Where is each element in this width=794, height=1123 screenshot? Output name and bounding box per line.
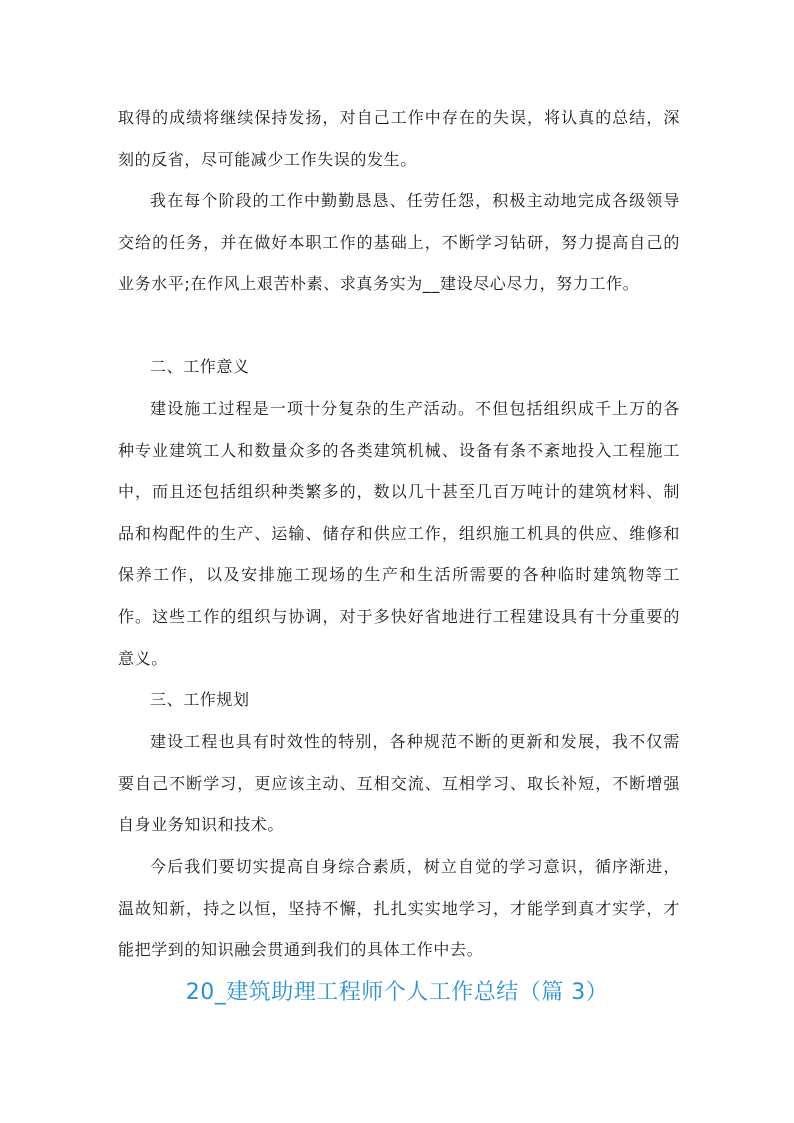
paragraph-continued-summary: 取得的成绩将继续保持发扬，对自己工作中存在的失误，将认真的总结，深刻的反省，尽可能减少工作失误的发生。 xyxy=(118,108,680,169)
paragraph-future-learning: 今后我们要切实提高自身综合素质，树立自觉的学习意识，循序渐进，温故知新，持之以恒，坚持不懈，扎扎实实地学习，才能学到真才实学，才能把学到的知识融会贯通到我们的具体工作中去。 xyxy=(118,857,680,960)
paragraph-work-attitude: 我在每个阶段的工作中勤勤恳恳、任劳任怨，积极主动地完成各级领导交给的任务，并在做好本职工作的基础上，不断学习钻研，努力提高自己的业务水平;在作风上艰苦朴素、求真务实为__建设尽心尽力，努力工作。 xyxy=(118,191,680,294)
heading-work-plan: 三、工作规划 xyxy=(150,690,250,709)
paragraph-work-significance: 建设施工过程是一项十分复杂的生产活动。不但包括组织成千上万的各种专业建筑工人和数量众多的各类建筑机械、设备有条不紊地投入工程施工中，而且还包括组织种类繁多的，数以几十甚至几百万吨计的建筑材料、制品和构配件的生产、运输、储存和供应工作，组织施工机具的供应、维修和保养工作，以及安排施工现场的生产和生活所需要的各种临时建筑物等工作。这些工作的组织与协调，对于多快好省地进行工程建设具有十分重要的意义。 xyxy=(118,399,680,668)
paragraph-work-plan: 建设工程也具有时效性的特别，各种规范不断的更新和发展，我不仅需要自己不断学习，更应该主动、互相交流、互相学习、取长补短，不断增强自身业务知识和技术。 xyxy=(118,732,680,835)
heading-work-significance: 二、工作意义 xyxy=(150,357,250,376)
section-title: 20_建筑助理工程师个人工作总结（篇 3） xyxy=(185,980,609,1005)
